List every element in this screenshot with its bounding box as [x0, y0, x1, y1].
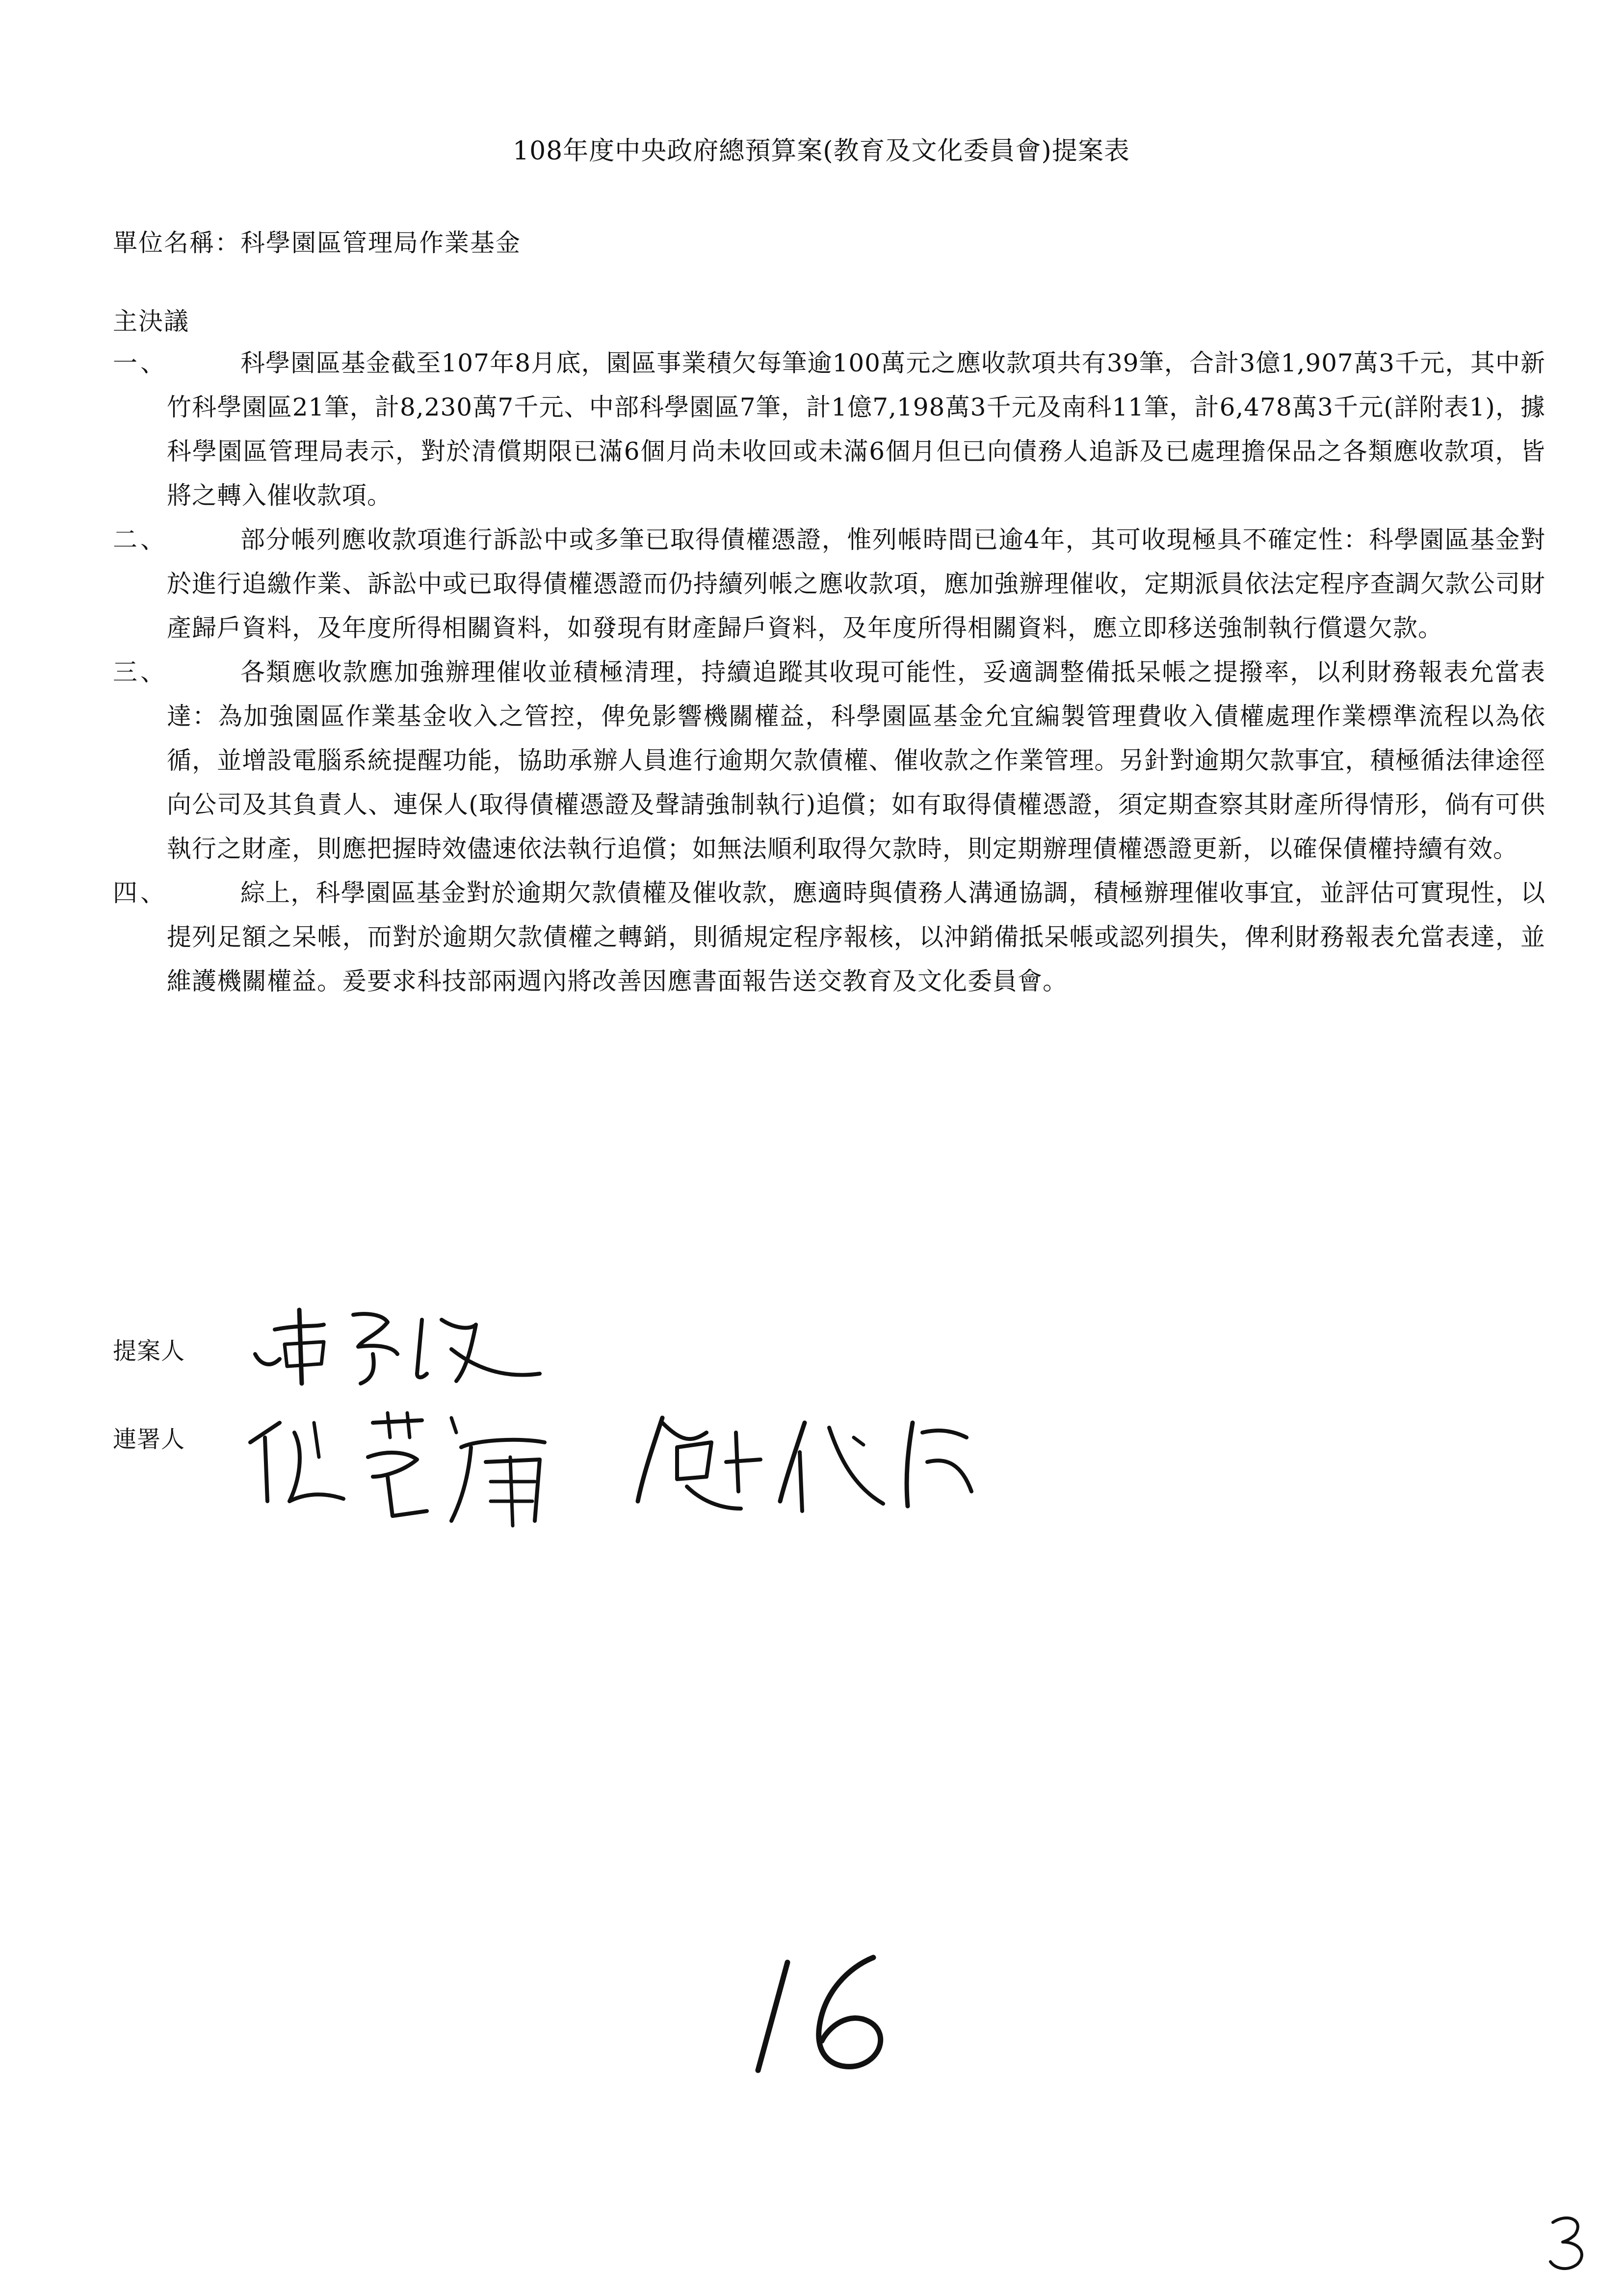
proposer-label: 提案人	[113, 1337, 185, 1365]
document-title: 108年度中央政府總預算案(教育及文化委員會)提案表	[513, 136, 1130, 166]
resolution-item-2	[113, 518, 1545, 650]
item-number: 四、	[113, 879, 168, 907]
cosigner-signature-2	[633, 1403, 976, 1521]
cosigner-signature-1	[245, 1403, 589, 1531]
item-text: 部分帳列應收款項進行訴訟中或多筆已取得債權憑證，惟列帳時間已逾4年，其可收現極具不確定性：科學園區基金對於進行追繳作業、訴訟中或已取得債權憑證而仍持續列帳之應收款項，應加強辦理催收，定期派員依法定程序查調欠款公司財產歸戶資料，及年度所得相關資料，如發現有財產歸戶資料，及年度所得相關資料，應立即移送強制執行償還欠款。	[167, 525, 1545, 642]
resolution-items	[113, 341, 1545, 1003]
resolution-item-4	[113, 871, 1545, 1003]
resolution-item-3	[113, 650, 1545, 871]
unit-name-line: 單位名稱：科學園區管理局作業基金	[113, 229, 521, 257]
item-text: 科學園區基金截至107年8月底，園區事業積欠每筆逾100萬元之應收款項共有39筆，合計3億1,907萬3千元，其中新竹科學園區21筆，計8,230萬7千元、中部科學園區7筆，計1億7,198萬3千元及南科11筆，計6,478萬3千元(詳附表1)，據科學園區管理局表示，對於清償期限已滿6個月尚未收回或未滿6個月但已向債務人追訴及已處理擔保品之各類應收款項，皆將之轉入催收款項。	[167, 349, 1545, 510]
handwritten-number-16	[741, 1948, 903, 2080]
item-number: 三、	[113, 658, 168, 686]
item-text: 各類應收款應加強辦理催收並積極清理，持續追蹤其收現可能性，妥適調整備抵呆帳之提撥率，以利財務報表允當表達：為加強園區作業基金收入之管控，俾免影響機關權益，科學園區基金允宜編製管理費收入債權處理作業標準流程以為依循，並增設電腦系統提醒功能，協助承辦人員進行逾期欠款債權、催收款之作業管理。另針對逾期欠款事宜，積極循法律途徑向公司及其負責人、連保人(取得債權憑證及聲請強制執行)追償；如有取得債權憑證，須定期查察其財產所得情形，倘有可供執行之財產，則應把握時效儘速依法執行追償；如無法順利取得欠款時，則定期辦理債權憑證更新，以確保債權持續有效。	[167, 658, 1545, 863]
resolution-item-1	[113, 341, 1545, 518]
proposer-signature	[240, 1300, 554, 1393]
cosigner-label: 連署人	[113, 1426, 185, 1453]
resolution-heading: 主決議	[113, 307, 189, 336]
item-text: 綜上，科學園區基金對於逾期欠款債權及催收款，應適時與債務人溝通協調，積極辦理催收事宜，並評估可實現性，以提列足額之呆帳，而對於逾期欠款債權之轉銷，則循規定程序報核，以沖銷備抵呆帳或認列損失，俾利財務報表允當表達，並維護機關權益。爰要求科技部兩週內將改善因應書面報告送交教育及文化委員會。	[167, 879, 1545, 995]
item-number: 一、	[113, 349, 168, 377]
item-number: 二、	[113, 525, 168, 554]
page-number-3	[1545, 2213, 1590, 2271]
